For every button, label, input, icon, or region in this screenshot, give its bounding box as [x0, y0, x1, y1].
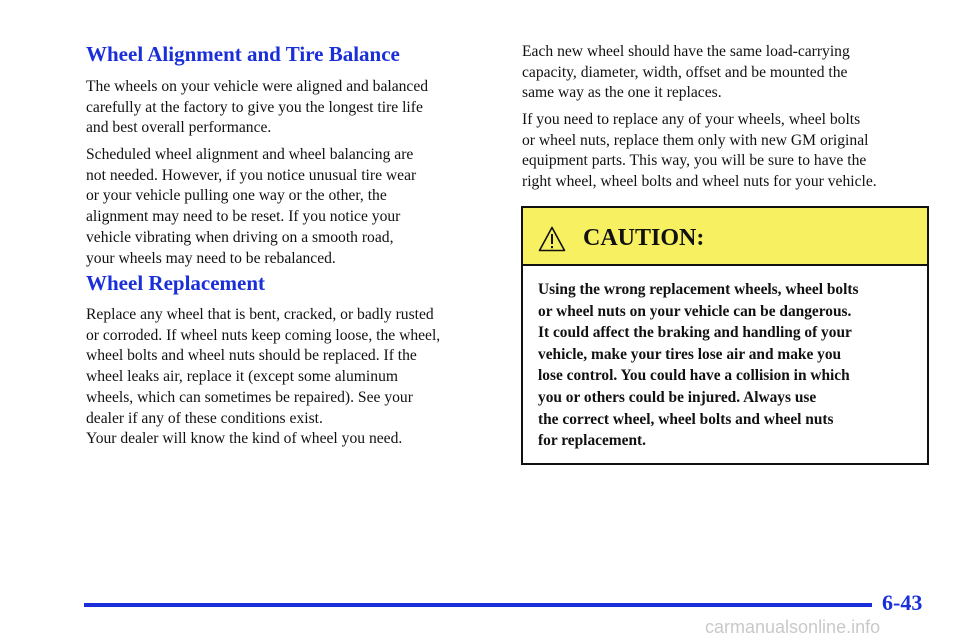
paragraph-dealer-knows: Your dealer will know the kind of wheel you need.: [86, 430, 403, 447]
footer-rule: [84, 603, 872, 607]
paragraph-replacement-conditions: Replace any wheel that is bent, cracked, or badly rusted or corroded. If wheel nuts keep coming loose, the wheel, wheel bolts and wheel nuts should be replaced. If the wheel leaks air, replace it (except some aluminum wheels, which can sometimes be repaired). See your dealer if any of these conditions exist.: [86, 306, 441, 427]
caution-text: Using the wrong replacement wheels, wheel bolts or wheel nuts on your vehicle can be dangerous. It could affect the braking and handling of your vehicle, make your tires lose air and make you lose control. You could have a collision in which you or others could be injured. Always use the correct wheel, wheel bolts and wheel nuts for replacement.: [538, 281, 859, 450]
paragraph-gm-original-parts: If you need to replace any of your wheels, wheel bolts or wheel nuts, replace them only with new GM original equipment parts. This way, you will be sure to have the right wheel, wheel bolts and wheel nuts for your vehicle.: [522, 111, 877, 191]
paragraph-new-wheel-spec: Each new wheel should have the same load-carrying capacity, diameter, width, offset and be mounted the same way as the one it replaces.: [522, 43, 850, 102]
section-heading-wheel-alignment: Wheel Alignment and Tire Balance: [86, 42, 400, 66]
section-heading-wheel-replacement: Wheel Replacement: [86, 271, 266, 295]
caution-title: CAUTION:: [583, 225, 705, 251]
caution-box: [521, 206, 929, 465]
paragraph-alignment-intro: The wheels on your vehicle were aligned and balanced carefully at the factory to give you the longest tire life and best overall performance.: [86, 78, 429, 137]
watermark: carmanualsonline.info: [705, 617, 881, 637]
warning-triangle-icon: [538, 226, 566, 252]
page-number: 6-43: [882, 590, 923, 615]
paragraph-alignment-schedule: Scheduled wheel alignment and wheel balancing are not needed. However, if you notice unusual tire wear or your vehicle pulling one way or the other, the alignment may need to be reset. If you notice your vehicle vibrating when driving on a smooth road, your wheels may need to be rebalanced.: [86, 146, 417, 267]
caution-header: [523, 208, 927, 266]
